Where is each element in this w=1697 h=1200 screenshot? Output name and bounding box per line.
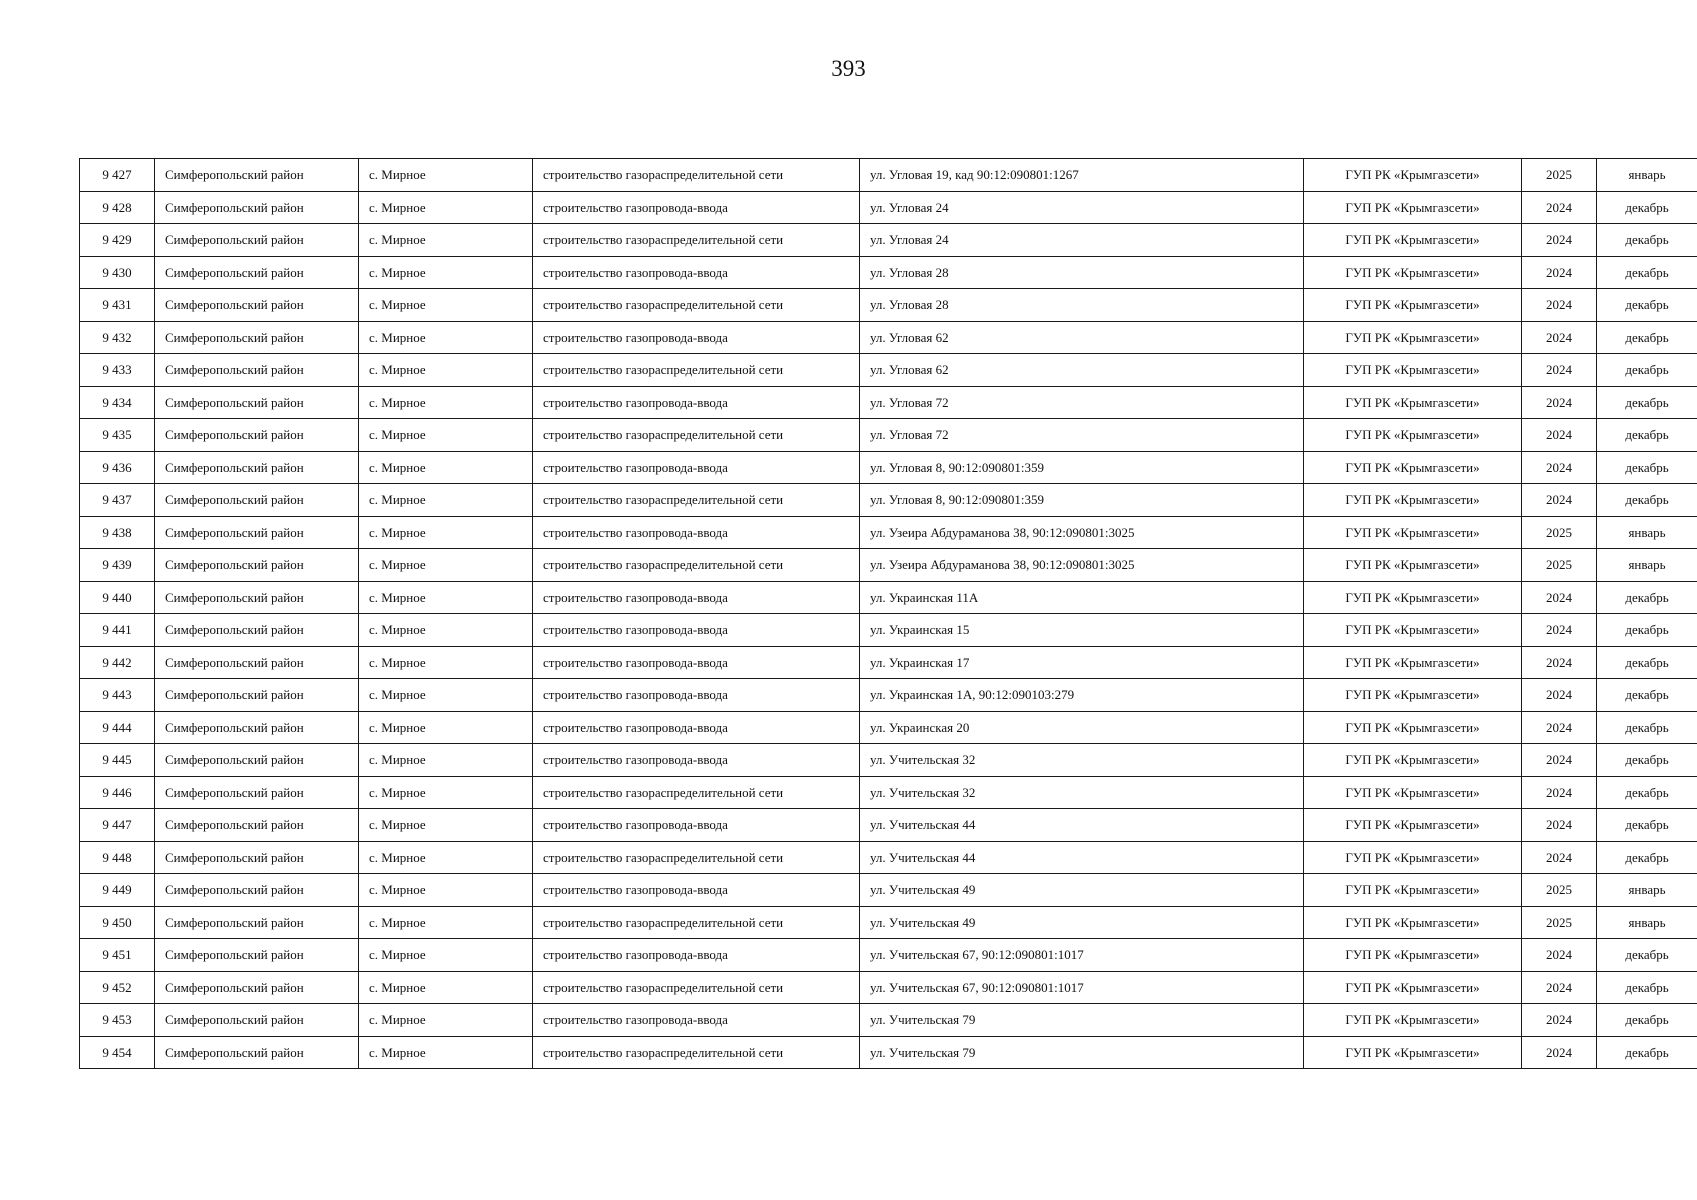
address-cell: ул. Угловая 24 (860, 191, 1304, 224)
year-cell: 2024 (1522, 841, 1597, 874)
organization-cell: ГУП РК «Крымгазсети» (1304, 711, 1522, 744)
district-cell: Симферопольский район (155, 191, 359, 224)
month-cell: декабрь (1597, 971, 1697, 1004)
table-row (80, 939, 1697, 972)
month-cell: декабрь (1597, 1004, 1697, 1037)
work-type-cell: строительство газопровода-ввода (533, 386, 860, 419)
settlement-cell: с. Мирное (359, 386, 533, 419)
organization-cell: ГУП РК «Крымгазсети» (1304, 289, 1522, 322)
district-cell: Симферопольский район (155, 1004, 359, 1037)
work-type-cell: строительство газораспределительной сети (533, 776, 860, 809)
year-cell: 2024 (1522, 1004, 1597, 1037)
organization-cell: ГУП РК «Крымгазсети» (1304, 321, 1522, 354)
year-cell: 2024 (1522, 386, 1597, 419)
settlement-cell: с. Мирное (359, 451, 533, 484)
organization-cell: ГУП РК «Крымгазсети» (1304, 191, 1522, 224)
work-type-cell: строительство газопровода-ввода (533, 451, 860, 484)
work-type-cell: строительство газопровода-ввода (533, 874, 860, 907)
address-cell: ул. Учительская 79 (860, 1036, 1304, 1069)
organization-cell: ГУП РК «Крымгазсети» (1304, 451, 1522, 484)
address-cell: ул. Угловая 62 (860, 354, 1304, 387)
organization-cell: ГУП РК «Крымгазсети» (1304, 874, 1522, 907)
month-cell: январь (1597, 159, 1697, 192)
month-cell: декабрь (1597, 386, 1697, 419)
table-row (80, 906, 1697, 939)
year-cell: 2024 (1522, 679, 1597, 712)
district-cell: Симферопольский район (155, 1036, 359, 1069)
address-cell: ул. Угловая 72 (860, 386, 1304, 419)
address-cell: ул. Украинская 15 (860, 614, 1304, 647)
year-cell: 2024 (1522, 321, 1597, 354)
table-row (80, 419, 1697, 452)
work-type-cell: строительство газораспределительной сети (533, 419, 860, 452)
table-row (80, 354, 1697, 387)
settlement-cell: с. Мирное (359, 711, 533, 744)
work-type-cell: строительство газораспределительной сети (533, 1036, 860, 1069)
year-cell: 2024 (1522, 581, 1597, 614)
year-cell: 2024 (1522, 256, 1597, 289)
district-cell: Симферопольский район (155, 711, 359, 744)
table-row (80, 191, 1697, 224)
work-type-cell: строительство газопровода-ввода (533, 646, 860, 679)
year-cell: 2025 (1522, 874, 1597, 907)
work-type-cell: строительство газопровода-ввода (533, 256, 860, 289)
settlement-cell: с. Мирное (359, 191, 533, 224)
work-type-cell: строительство газопровода-ввода (533, 744, 860, 777)
district-cell: Симферопольский район (155, 419, 359, 452)
settlement-cell: с. Мирное (359, 614, 533, 647)
district-cell: Симферопольский район (155, 906, 359, 939)
address-cell: ул. Угловая 28 (860, 289, 1304, 322)
page-number: 393 (831, 56, 866, 81)
row-number: 9 447 (80, 809, 155, 842)
organization-cell: ГУП РК «Крымгазсети» (1304, 419, 1522, 452)
work-type-cell: строительство газораспределительной сети (533, 549, 860, 582)
month-cell: декабрь (1597, 646, 1697, 679)
row-number: 9 445 (80, 744, 155, 777)
district-cell: Симферопольский район (155, 841, 359, 874)
table-row (80, 874, 1697, 907)
settlement-cell: с. Мирное (359, 1036, 533, 1069)
row-number: 9 450 (80, 906, 155, 939)
month-cell: декабрь (1597, 354, 1697, 387)
registry-table (79, 158, 1697, 1069)
work-type-cell: строительство газопровода-ввода (533, 809, 860, 842)
organization-cell: ГУП РК «Крымгазсети» (1304, 939, 1522, 972)
table-row (80, 1036, 1697, 1069)
row-number: 9 439 (80, 549, 155, 582)
row-number: 9 449 (80, 874, 155, 907)
month-cell: декабрь (1597, 321, 1697, 354)
district-cell: Симферопольский район (155, 451, 359, 484)
settlement-cell: с. Мирное (359, 776, 533, 809)
organization-cell: ГУП РК «Крымгазсети» (1304, 906, 1522, 939)
row-number: 9 435 (80, 419, 155, 452)
work-type-cell: строительство газораспределительной сети (533, 484, 860, 517)
row-number: 9 427 (80, 159, 155, 192)
table-row (80, 224, 1697, 257)
year-cell: 2024 (1522, 484, 1597, 517)
settlement-cell: с. Мирное (359, 419, 533, 452)
row-number: 9 433 (80, 354, 155, 387)
month-cell: декабрь (1597, 451, 1697, 484)
month-cell: декабрь (1597, 711, 1697, 744)
year-cell: 2025 (1522, 159, 1597, 192)
settlement-cell: с. Мирное (359, 484, 533, 517)
month-cell: декабрь (1597, 744, 1697, 777)
month-cell: декабрь (1597, 289, 1697, 322)
address-cell: ул. Угловая 8, 90:12:090801:359 (860, 484, 1304, 517)
year-cell: 2024 (1522, 1036, 1597, 1069)
row-number: 9 431 (80, 289, 155, 322)
district-cell: Симферопольский район (155, 776, 359, 809)
district-cell: Симферопольский район (155, 679, 359, 712)
settlement-cell: с. Мирное (359, 939, 533, 972)
settlement-cell: с. Мирное (359, 679, 533, 712)
month-cell: декабрь (1597, 419, 1697, 452)
organization-cell: ГУП РК «Крымгазсети» (1304, 516, 1522, 549)
settlement-cell: с. Мирное (359, 971, 533, 1004)
table-row (80, 321, 1697, 354)
settlement-cell: с. Мирное (359, 289, 533, 322)
work-type-cell: строительство газораспределительной сети (533, 841, 860, 874)
year-cell: 2025 (1522, 906, 1597, 939)
work-type-cell: строительство газораспределительной сети (533, 971, 860, 1004)
district-cell: Симферопольский район (155, 321, 359, 354)
row-number: 9 440 (80, 581, 155, 614)
row-number: 9 446 (80, 776, 155, 809)
table-row (80, 679, 1697, 712)
table-row (80, 256, 1697, 289)
work-type-cell: строительство газораспределительной сети (533, 354, 860, 387)
year-cell: 2024 (1522, 711, 1597, 744)
year-cell: 2024 (1522, 971, 1597, 1004)
address-cell: ул. Учительская 67, 90:12:090801:1017 (860, 971, 1304, 1004)
year-cell: 2024 (1522, 224, 1597, 257)
table-row (80, 581, 1697, 614)
district-cell: Симферопольский район (155, 744, 359, 777)
address-cell: ул. Угловая 19, кад 90:12:090801:1267 (860, 159, 1304, 192)
organization-cell: ГУП РК «Крымгазсети» (1304, 386, 1522, 419)
month-cell: январь (1597, 874, 1697, 907)
work-type-cell: строительство газораспределительной сети (533, 289, 860, 322)
registry-body (80, 159, 1697, 1069)
work-type-cell: строительство газораспределительной сети (533, 224, 860, 257)
work-type-cell: строительство газопровода-ввода (533, 321, 860, 354)
address-cell: ул. Угловая 28 (860, 256, 1304, 289)
settlement-cell: с. Мирное (359, 841, 533, 874)
settlement-cell: с. Мирное (359, 646, 533, 679)
settlement-cell: с. Мирное (359, 1004, 533, 1037)
table-row (80, 289, 1697, 322)
settlement-cell: с. Мирное (359, 354, 533, 387)
work-type-cell: строительство газопровода-ввода (533, 939, 860, 972)
table-row (80, 159, 1697, 192)
address-cell: ул. Учительская 44 (860, 841, 1304, 874)
work-type-cell: строительство газораспределительной сети (533, 159, 860, 192)
organization-cell: ГУП РК «Крымгазсети» (1304, 224, 1522, 257)
address-cell: ул. Учительская 44 (860, 809, 1304, 842)
district-cell: Симферопольский район (155, 159, 359, 192)
district-cell: Симферопольский район (155, 386, 359, 419)
year-cell: 2024 (1522, 809, 1597, 842)
address-cell: ул. Учительская 49 (860, 906, 1304, 939)
table-row (80, 549, 1697, 582)
work-type-cell: строительство газопровода-ввода (533, 711, 860, 744)
year-cell: 2024 (1522, 289, 1597, 322)
month-cell: декабрь (1597, 679, 1697, 712)
row-number: 9 429 (80, 224, 155, 257)
address-cell: ул. Угловая 24 (860, 224, 1304, 257)
table-row (80, 614, 1697, 647)
address-cell: ул. Украинская 11А (860, 581, 1304, 614)
address-cell: ул. Учительская 32 (860, 776, 1304, 809)
address-cell: ул. Учительская 67, 90:12:090801:1017 (860, 939, 1304, 972)
row-number: 9 430 (80, 256, 155, 289)
work-type-cell: строительство газопровода-ввода (533, 191, 860, 224)
year-cell: 2024 (1522, 614, 1597, 647)
table-row (80, 711, 1697, 744)
organization-cell: ГУП РК «Крымгазсети» (1304, 679, 1522, 712)
settlement-cell: с. Мирное (359, 159, 533, 192)
month-cell: декабрь (1597, 939, 1697, 972)
table-row (80, 516, 1697, 549)
table-row (80, 841, 1697, 874)
year-cell: 2024 (1522, 646, 1597, 679)
month-cell: декабрь (1597, 776, 1697, 809)
settlement-cell: с. Мирное (359, 906, 533, 939)
address-cell: ул. Угловая 72 (860, 419, 1304, 452)
month-cell: декабрь (1597, 809, 1697, 842)
organization-cell: ГУП РК «Крымгазсети» (1304, 159, 1522, 192)
month-cell: декабрь (1597, 484, 1697, 517)
work-type-cell: строительство газопровода-ввода (533, 1004, 860, 1037)
row-number: 9 443 (80, 679, 155, 712)
settlement-cell: с. Мирное (359, 744, 533, 777)
settlement-cell: с. Мирное (359, 581, 533, 614)
month-cell: декабрь (1597, 581, 1697, 614)
row-number: 9 454 (80, 1036, 155, 1069)
settlement-cell: с. Мирное (359, 321, 533, 354)
organization-cell: ГУП РК «Крымгазсети» (1304, 1004, 1522, 1037)
row-number: 9 428 (80, 191, 155, 224)
district-cell: Симферопольский район (155, 614, 359, 647)
table-row (80, 451, 1697, 484)
month-cell: декабрь (1597, 614, 1697, 647)
organization-cell: ГУП РК «Крымгазсети» (1304, 354, 1522, 387)
table-row (80, 484, 1697, 517)
settlement-cell: с. Мирное (359, 224, 533, 257)
year-cell: 2025 (1522, 549, 1597, 582)
table-row (80, 809, 1697, 842)
table-row (80, 776, 1697, 809)
address-cell: ул. Угловая 62 (860, 321, 1304, 354)
district-cell: Симферопольский район (155, 581, 359, 614)
table-row (80, 646, 1697, 679)
organization-cell: ГУП РК «Крымгазсети» (1304, 809, 1522, 842)
work-type-cell: строительство газопровода-ввода (533, 614, 860, 647)
district-cell: Симферопольский район (155, 484, 359, 517)
organization-cell: ГУП РК «Крымгазсети» (1304, 614, 1522, 647)
organization-cell: ГУП РК «Крымгазсети» (1304, 744, 1522, 777)
row-number: 9 453 (80, 1004, 155, 1037)
address-cell: ул. Узеира Абдураманова 38, 90:12:090801:3025 (860, 549, 1304, 582)
district-cell: Симферопольский район (155, 256, 359, 289)
organization-cell: ГУП РК «Крымгазсети» (1304, 1036, 1522, 1069)
work-type-cell: строительство газораспределительной сети (533, 906, 860, 939)
month-cell: декабрь (1597, 1036, 1697, 1069)
month-cell: январь (1597, 906, 1697, 939)
month-cell: январь (1597, 516, 1697, 549)
year-cell: 2025 (1522, 516, 1597, 549)
settlement-cell: с. Мирное (359, 516, 533, 549)
row-number: 9 437 (80, 484, 155, 517)
month-cell: декабрь (1597, 841, 1697, 874)
organization-cell: ГУП РК «Крымгазсети» (1304, 971, 1522, 1004)
district-cell: Симферопольский район (155, 646, 359, 679)
settlement-cell: с. Мирное (359, 809, 533, 842)
year-cell: 2024 (1522, 191, 1597, 224)
row-number: 9 434 (80, 386, 155, 419)
district-cell: Симферопольский район (155, 516, 359, 549)
district-cell: Симферопольский район (155, 971, 359, 1004)
settlement-cell: с. Мирное (359, 256, 533, 289)
row-number: 9 436 (80, 451, 155, 484)
year-cell: 2024 (1522, 419, 1597, 452)
row-number: 9 451 (80, 939, 155, 972)
organization-cell: ГУП РК «Крымгазсети» (1304, 776, 1522, 809)
address-cell: ул. Украинская 20 (860, 711, 1304, 744)
row-number: 9 438 (80, 516, 155, 549)
address-cell: ул. Учительская 79 (860, 1004, 1304, 1037)
address-cell: ул. Узеира Абдураманова 38, 90:12:090801:3025 (860, 516, 1304, 549)
organization-cell: ГУП РК «Крымгазсети» (1304, 256, 1522, 289)
address-cell: ул. Учительская 49 (860, 874, 1304, 907)
table-row (80, 1004, 1697, 1037)
month-cell: январь (1597, 549, 1697, 582)
settlement-cell: с. Мирное (359, 549, 533, 582)
settlement-cell: с. Мирное (359, 874, 533, 907)
district-cell: Симферопольский район (155, 809, 359, 842)
organization-cell: ГУП РК «Крымгазсети» (1304, 484, 1522, 517)
year-cell: 2024 (1522, 354, 1597, 387)
district-cell: Симферопольский район (155, 874, 359, 907)
year-cell: 2024 (1522, 939, 1597, 972)
table-row (80, 971, 1697, 1004)
district-cell: Симферопольский район (155, 289, 359, 322)
year-cell: 2024 (1522, 744, 1597, 777)
month-cell: декабрь (1597, 224, 1697, 257)
row-number: 9 442 (80, 646, 155, 679)
work-type-cell: строительство газопровода-ввода (533, 516, 860, 549)
year-cell: 2024 (1522, 776, 1597, 809)
address-cell: ул. Украинская 1А, 90:12:090103:279 (860, 679, 1304, 712)
organization-cell: ГУП РК «Крымгазсети» (1304, 549, 1522, 582)
row-number: 9 448 (80, 841, 155, 874)
work-type-cell: строительство газопровода-ввода (533, 679, 860, 712)
table-row (80, 744, 1697, 777)
address-cell: ул. Учительская 32 (860, 744, 1304, 777)
organization-cell: ГУП РК «Крымгазсети» (1304, 841, 1522, 874)
district-cell: Симферопольский район (155, 549, 359, 582)
month-cell: декабрь (1597, 191, 1697, 224)
district-cell: Симферопольский район (155, 939, 359, 972)
district-cell: Симферопольский район (155, 354, 359, 387)
address-cell: ул. Угловая 8, 90:12:090801:359 (860, 451, 1304, 484)
district-cell: Симферопольский район (155, 224, 359, 257)
row-number: 9 441 (80, 614, 155, 647)
row-number: 9 452 (80, 971, 155, 1004)
organization-cell: ГУП РК «Крымгазсети» (1304, 646, 1522, 679)
organization-cell: ГУП РК «Крымгазсети» (1304, 581, 1522, 614)
year-cell: 2024 (1522, 451, 1597, 484)
month-cell: декабрь (1597, 256, 1697, 289)
address-cell: ул. Украинская 17 (860, 646, 1304, 679)
row-number: 9 444 (80, 711, 155, 744)
work-type-cell: строительство газопровода-ввода (533, 581, 860, 614)
row-number: 9 432 (80, 321, 155, 354)
table-row (80, 386, 1697, 419)
